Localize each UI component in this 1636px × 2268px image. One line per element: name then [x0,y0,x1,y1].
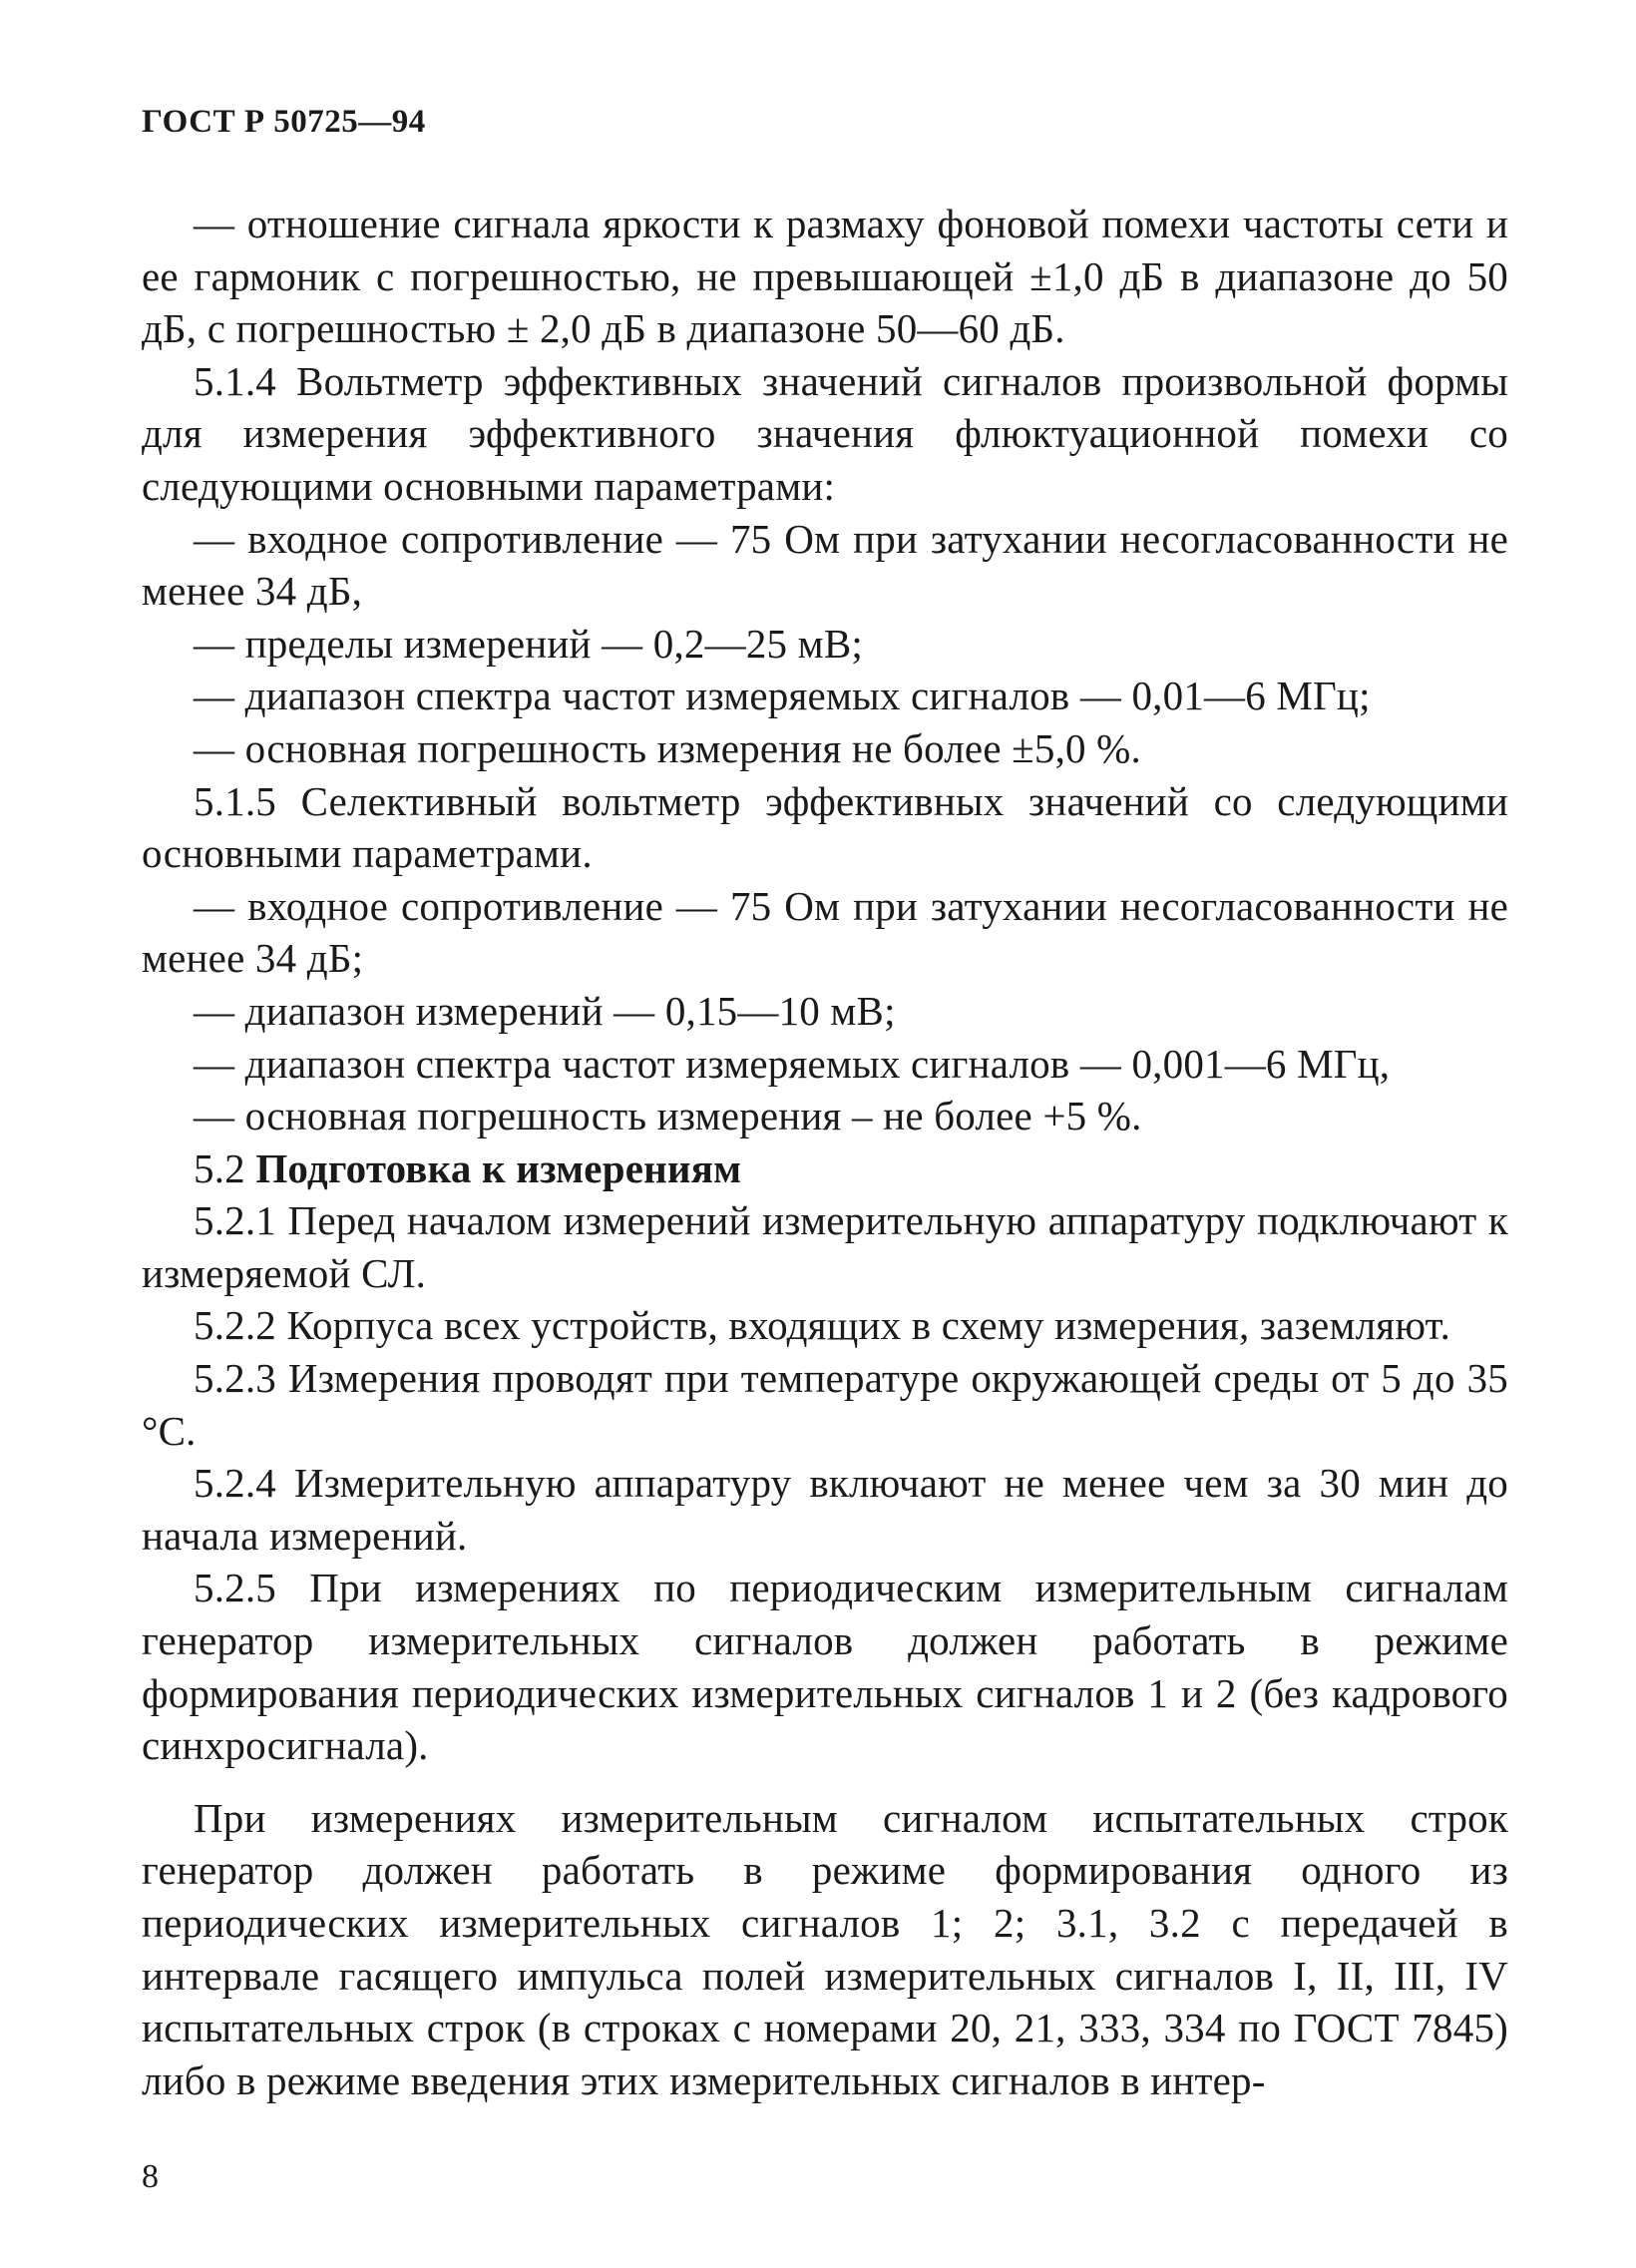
paragraph: — отношение сигнала яркости к размаху фоновой помехи частоты сети и ее гармоник с погрешностью, не превышающей ±1,0 дБ в диапазоне до 50 дБ, с погрешностью ± 2,0 дБ в диапазоне 50—60 дБ. [142,201,1508,352]
paragraph: — пределы измерений — 0,2—25 мВ; [194,620,863,667]
paragraph: 5.1.4 Вольтметр эффективных значений сигналов произвольной формы для измерения эффективного значения флюктуационной помехи со следующими основными параметрами: [142,357,1508,509]
paragraph: 5.2.4 Измерительную аппаратуру включают не менее чем за 30 мин до начала измерений. [142,1460,1508,1559]
paragraph: — основная погрешность измерения – не более +5 %. [194,1093,1142,1139]
paragraph: 5.2.1 Перед началом измерений измерительную аппаратуру подключают к измеряемой СЛ. [142,1197,1508,1296]
section-number: 5.2 [194,1144,245,1191]
paragraph: — диапазон измерений — 0,15—10 мВ; [194,987,896,1034]
paragraph: — диапазон спектра частот измеряемых сигналов — 0,01—6 МГц; [194,673,1371,719]
paragraph: 5.2.2 Корпуса всех устройств, входящих в схему измерения, заземляют. [194,1302,1451,1349]
paragraph: При измерениях измерительным сигналом испытательных строк генератор должен работать в режиме формирования одного из периодических измерительных сигналов 1; 2; 3.1, 3.2 с передачей в интервале гасящего импульса полей измерительных сигналов I, II, III, IV испытательных строк (в строках с номерами 20, 21, 333, 334 по ГОСТ 7845) либо в режиме введения этих измерительных сигналов в интер- [142,1794,1508,2103]
section-title: Подготовка к измерениям [255,1144,742,1191]
running-header: ГОСТ Р 50725—94 [142,104,426,140]
page-number: 8 [142,2158,159,2195]
paragraph: 5.1.5 Селективный вольтметр эффективных значений со следующими основными параметрами. [142,777,1508,877]
paragraph: — диапазон спектра частот измеряемых сигналов — 0,001—6 МГц, [194,1040,1391,1087]
paragraph: — входное сопротивление — 75 Ом при затухании несогласованности не менее 34 дБ; [142,882,1508,982]
body-text [142,198,1508,2106]
paragraph: — основная погрешность измерения не более ±5,0 %. [194,724,1141,771]
paragraph: — входное сопротивление — 75 Ом при затухании несогласованности не менее 34 дБ, [142,515,1508,615]
paragraph: 5.2.3 Измерения проводят при температуре окружающей среды от 5 до 35 °С. [142,1355,1508,1454]
section-heading [142,1142,1508,1195]
paragraph: 5.2.5 При измерениях по периодическим измерительным сигналам генератор измерительных сигналов должен работать в режиме формирования периодических измерительных сигналов 1 и 2 (без кадрового синхросигнала). [142,1565,1508,1769]
